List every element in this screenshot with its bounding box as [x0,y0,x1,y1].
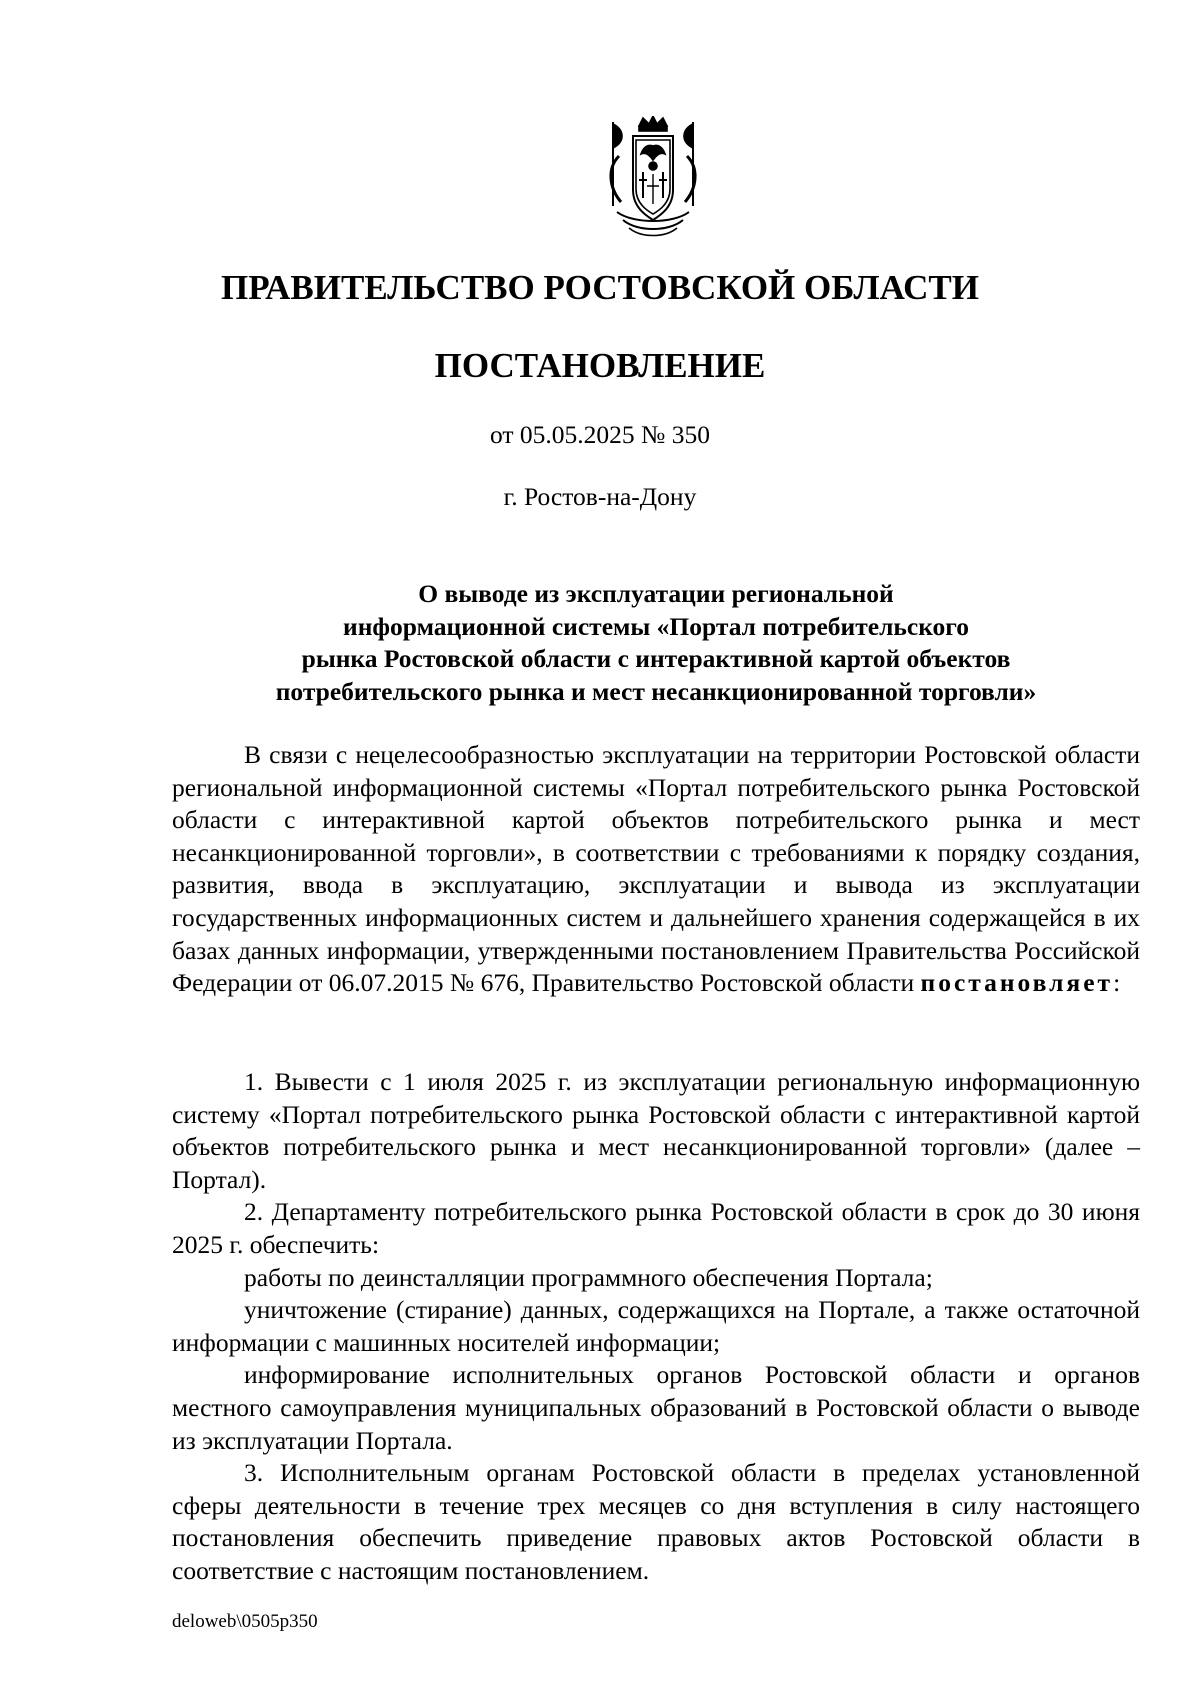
clause-2: 2. Департаменту потребительского рынка Ростовской области в срок до 30 июня 2025 г. обеспечить: [172,1197,1140,1259]
subject-line: информационной системы «Портал потребительского [343,611,969,641]
subject-line: рынка Ростовской области с интерактивной картой объектов [301,644,1011,673]
file-reference: deloweb\0505p350 [172,1611,318,1632]
clause-1: 1. Вывести с 1 июля 2025 г. из эксплуатации региональную информационную систему «Портал потребительского рынка Ростовской области с интерактивной картой объектов потребительского рынка и мест несанкционированной торговли» (далее – Портал). [172,1067,1140,1194]
preamble-block [172,739,1140,1000]
subject-line: потребительского рынка и мест несанкционированной торговли» [275,676,1037,706]
clause-2-item-uninstall: работы по деинсталляции программного обеспечения Портала; [244,1262,933,1292]
subject-line: О выводе из эксплуатации региональной [418,579,894,608]
coat-of-arms-icon [599,116,707,240]
document-subject [172,578,1140,708]
resolution-clauses [172,1066,1140,1588]
preamble-colon: : [1113,968,1121,998]
clause-3: 3. Исполнительным органам Ростовской области в пределах установленной сферы деятельности в течение трех месяцев со дня вступления в силу настоящего постановления обеспечить приведение правовых актов Ростовской области в соответствие с настоящим постановлением. [172,1458,1140,1585]
preamble-text: В связи с нецелесообразностью эксплуатации на территории Ростовской области региональной информационной системы «Портал потребительского рынка Ростовской области с интерактивной картой объектов потребительского рынка и мест несанкционированной торговли», в соответствии с требованиями к порядку создания, развития, ввода в эксплуатацию, эксплуатации и вывода из эксплуатации государственных информационных систем и дальнейшего хранения содержащейся в их базах данных информации, утвержденными постановлением Правительства Российской Федерации от 06.07.2015 № 676, Правительство Ростовской области [172,740,1140,998]
document-city: г. Ростов-на-Дону [503,482,697,511]
organization-name: ПРАВИТЕЛЬСТВО РОСТОВСКОЙ ОБЛАСТИ [221,268,979,307]
document-type: ПОСТАНОВЛЕНИЕ [434,346,766,385]
resolution-word: постановляет [920,968,1114,998]
clause-2-item-notification: информирование исполнительных органов Ростовской области и органов местного самоуправления муниципальных образований в Ростовской области о выводе из эксплуатации Портала. [172,1360,1140,1455]
preamble-paragraph [172,739,1140,1000]
clause-2-item-data-erasure: уничтожение (стирание) данных, содержащихся на Портале, а также остаточной информации с машинных носителей информации; [172,1295,1140,1357]
document-date-number: от 05.05.2025 № 350 [489,420,710,449]
